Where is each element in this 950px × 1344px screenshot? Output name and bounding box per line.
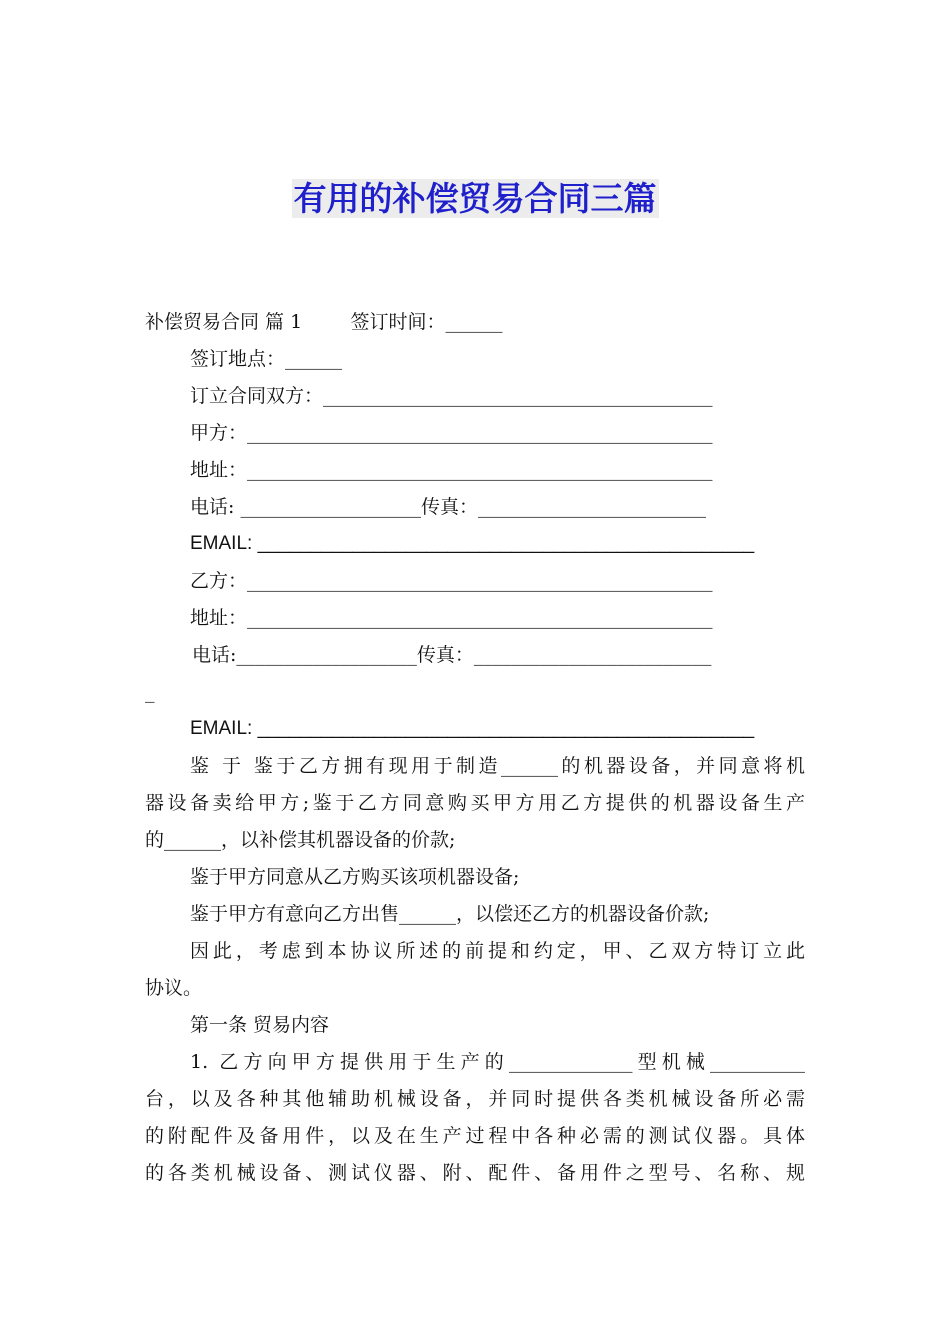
whereas-paragraph-line-2: 器设备卖给甲方;鉴于乙方同意购买甲方用乙方提供的机器设备生产: [145, 792, 805, 814]
article-one-item-1-line-1: 1. 乙方向甲方提供用于生产的_____________型机械__________: [190, 1051, 805, 1073]
contract-heading-line: 补偿贸易合同 篇 1 签订时间：______: [145, 311, 503, 333]
document-title-text: 有用的补偿贸易合同三篇: [293, 179, 657, 218]
signing-place-line: 签订地点：______: [190, 348, 343, 370]
whereas-paragraph-line-1: 鉴 于 鉴于乙方拥有现用于制造______的机器设备，并同意将机: [190, 755, 805, 777]
whereas-purchase-line: 鉴于甲方同意从乙方购买该项机器设备;: [190, 866, 520, 888]
article-one-heading: 第一条 贸易内容: [190, 1014, 330, 1036]
document-title: [0, 174, 950, 224]
party-a-address-line: 地址：_________________________________________________: [190, 459, 713, 481]
party-a-line: 甲方：_________________________________________________: [190, 422, 713, 444]
whereas-paragraph-line-3: 的______，以补偿其机器设备的价款;: [145, 829, 456, 851]
article-one-item-1-line-3: 的附配件及备用件，以及在生产过程中各种必需的测试仪器。具体: [145, 1125, 805, 1147]
parties-line: 订立合同双方：_________________________________________: [190, 385, 713, 407]
therefore-paragraph-line-1: 因此，考虑到本协议所述的前提和约定，甲、乙双方特订立此: [190, 940, 805, 962]
article-one-item-1-line-2: 台，以及各种其他辅助机械设备，并同时提供各类机械设备所必需: [145, 1088, 805, 1110]
party-b-email-line: EMAIL: _______________________________________________: [190, 718, 755, 739]
party-b-address-line: 地址：_________________________________________________: [190, 607, 713, 629]
party-a-email-line: EMAIL: _______________________________________________: [190, 533, 755, 554]
party-b-phone-fax-overflow: _: [145, 681, 155, 703]
therefore-paragraph-line-2: 协议。: [145, 977, 203, 999]
party-a-phone-fax-line: 电话: ___________________传真：________________________: [190, 496, 706, 518]
whereas-sale-line: 鉴于甲方有意向乙方出售______，以偿还乙方的机器设备价款;: [190, 903, 710, 925]
party-b-line: 乙方：_________________________________________________: [190, 570, 713, 592]
article-one-item-1-line-4: 的各类机械设备、测试仪器、附、配件、备用件之型号、名称、规: [145, 1162, 805, 1184]
party-b-phone-fax-line: 电话:___________________传真：_________________________: [192, 644, 712, 666]
